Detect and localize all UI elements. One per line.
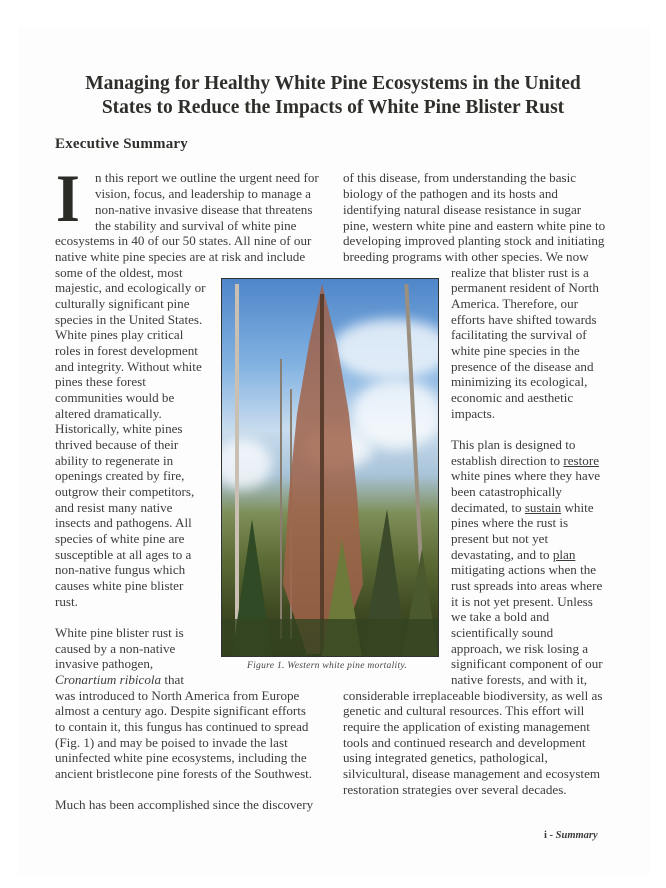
text-line: species of white pine are xyxy=(55,531,185,546)
page-number: i - xyxy=(544,830,556,841)
text-line: mitigating actions when the xyxy=(451,562,597,577)
text-line: pines where the rust is xyxy=(451,515,569,530)
text-line: been catastrophically xyxy=(451,484,562,499)
text-line: susceptible at all ages to a xyxy=(55,547,192,562)
emphasis-restore: restore xyxy=(563,453,599,468)
text-fragment: white xyxy=(561,500,594,515)
text-line: significant component of our xyxy=(451,656,603,671)
text-line: roles in forest development xyxy=(55,343,198,358)
text-line: openings created by fire, xyxy=(55,468,185,483)
text-fragment: devastating, and to xyxy=(451,547,553,562)
text-line: communities would be xyxy=(55,390,175,405)
text-line: identifying natural disease resistance in sugar xyxy=(343,202,582,217)
text-line: present but not yet xyxy=(451,531,549,546)
text-line: the stability and survival of white pine xyxy=(95,218,297,233)
text-line: This plan is designed to xyxy=(451,437,576,452)
text-line xyxy=(451,547,575,563)
text-line: biology of the pathogen and its hosts and xyxy=(343,186,558,201)
text-line: majestic, and ecologically or xyxy=(55,280,206,295)
text-line: thrived because of their xyxy=(55,437,179,452)
text-line: altered dramatically. xyxy=(55,406,162,421)
text-line: almost a century ago. Despite significant efforts xyxy=(55,703,307,718)
text-line xyxy=(55,672,184,688)
text-line: pine, western white pine and eastern white pine to xyxy=(343,218,606,233)
text-line: impacts. xyxy=(451,406,495,421)
text-line: breeding programs with other species. We now xyxy=(343,249,589,264)
text-line: vision, focus, and leadership to manage a xyxy=(95,186,311,201)
text-line: restoration strategies over several decades. xyxy=(343,782,567,797)
text-line: economic and aesthetic xyxy=(451,390,574,405)
text-line: ability to regenerate in xyxy=(55,453,174,468)
text-line: White pines play critical xyxy=(55,327,184,342)
text-line: permanent resident of North xyxy=(451,280,599,295)
text-line: insects and pathogens. All xyxy=(55,515,192,530)
text-line: America. Therefore, our xyxy=(451,296,578,311)
text-line: silvicultural, disease management and ecosystem xyxy=(343,766,601,781)
text-line: presence of the disease and xyxy=(451,359,594,374)
text-line: scientifically sound xyxy=(451,625,554,640)
title-line: States to Reduce the Impacts of White Pine Blister Rust xyxy=(101,97,565,118)
text-line: species in the United States. xyxy=(55,312,203,327)
page-footer xyxy=(544,830,598,841)
text-line: it is not yet present. Unless xyxy=(451,594,593,609)
text-line: non-native invasive disease that threatens xyxy=(95,202,313,217)
green-conifers-illustration xyxy=(222,509,438,656)
text-line: caused by a non-native xyxy=(55,641,176,656)
text-line: ecosystems in 40 of our 50 states. All nine of our xyxy=(55,233,312,248)
text-line: outgrow their competitors, xyxy=(55,484,195,499)
text-fragment: that xyxy=(161,672,185,687)
text-fragment: establish direction to xyxy=(451,453,564,468)
text-line: rust spreads into areas where xyxy=(451,578,603,593)
text-line: non-native fungus which xyxy=(55,562,186,577)
text-line: n this report we outline the urgent need for xyxy=(95,170,319,185)
text-line: we take a bold and xyxy=(451,609,550,624)
text-line: genetic and cultural resources. This effort will xyxy=(343,703,585,718)
text-line: native white pine species are at risk and include xyxy=(55,249,306,264)
text-line: culturally significant pine xyxy=(55,296,190,311)
figure-photo-pine-forest xyxy=(221,278,439,657)
text-line: ancient bristlecone pine forests of the Southwest. xyxy=(55,766,313,781)
text-line: facilitating the survival of xyxy=(451,327,587,342)
text-line: uninfected white pine ecosystems, including the xyxy=(55,750,307,765)
text-line: realize that blister rust is a xyxy=(451,265,589,280)
text-line xyxy=(451,500,594,516)
text-line: Much has been accomplished since the discovery xyxy=(55,797,314,812)
drop-cap: I xyxy=(56,160,80,236)
text-line: tools and continued research and development xyxy=(343,735,586,750)
figure-caption: Figure 1. Western white pine mortality. xyxy=(247,661,408,671)
text-line: white pines where they have xyxy=(451,468,601,483)
text-line xyxy=(451,453,599,469)
text-line: minimizing its ecological, xyxy=(451,374,588,389)
text-line: rust. xyxy=(55,594,78,609)
text-fragment: decimated, to xyxy=(451,500,525,515)
species-name: Cronartium ribicola xyxy=(55,672,162,687)
text-line: developing improved planting stock and initiating xyxy=(343,233,605,248)
text-line: invasive pathogen, xyxy=(55,656,154,671)
text-line: approach, we risk losing a xyxy=(451,641,589,656)
text-line: White pine blister rust is xyxy=(55,625,184,640)
text-line: using integrated genetics, pathological, xyxy=(343,750,548,765)
section-heading: Executive Summary xyxy=(55,136,188,152)
text-line: was introduced to North America from Europe xyxy=(55,688,300,703)
title-line: Managing for Healthy White Pine Ecosystems in the United xyxy=(85,73,581,94)
text-line: to contain it, this fungus has continued to spread xyxy=(55,719,309,734)
text-line: native forests, and with it, xyxy=(451,672,588,687)
text-line: efforts have shifted towards xyxy=(451,312,597,327)
text-line: considerable irreplaceable biodiversity, as well as xyxy=(343,688,603,703)
text-line: and resist many native xyxy=(55,500,173,515)
document-title xyxy=(0,72,666,120)
text-line: of this disease, from understanding the basic xyxy=(343,170,577,185)
text-line: require the application of existing management xyxy=(343,719,590,734)
text-line: white pine species in the xyxy=(451,343,580,358)
emphasis-plan: plan xyxy=(552,547,576,562)
text-line: and integrity. Without white xyxy=(55,359,202,374)
text-line: Historically, white pines xyxy=(55,421,183,436)
footer-section: Summary xyxy=(555,830,598,841)
text-line: causes white pine blister xyxy=(55,578,184,593)
text-line: (Fig. 1) and may be poised to invade the last xyxy=(55,735,288,750)
text-line: some of the oldest, most xyxy=(55,265,183,280)
text-line: pines these forest xyxy=(55,374,146,389)
emphasis-sustain: sustain xyxy=(524,500,562,515)
